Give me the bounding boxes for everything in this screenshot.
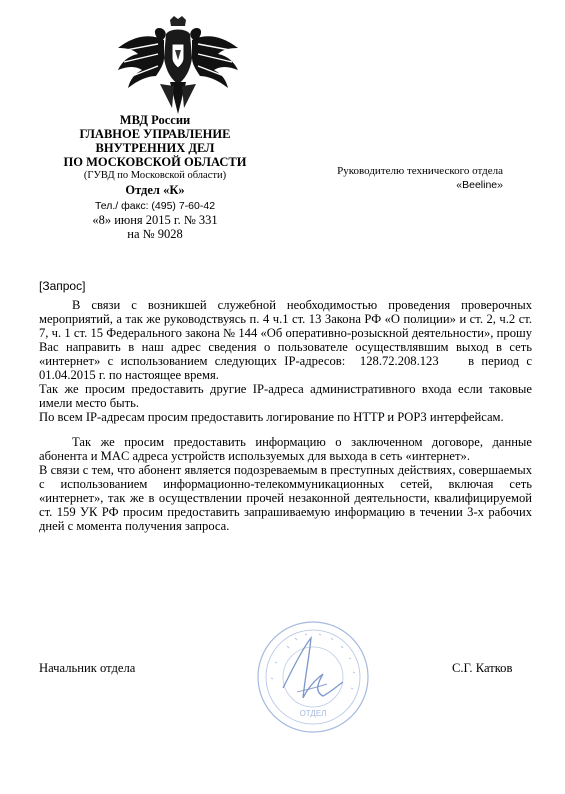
paragraph-legal-basis-text: В связи с возникшей служебной необходимостью проведения проверочных мероприятий, а так же руководствуясь п. 4 ч.1 ст. 13 Закона РФ «О полиции» и ст. 2, ч.2 ст. 7, ч. 1 ст. 15 Федерального закона № 144 «Об оперативно-розыскной деятельности», прошу Вас направить в наш адрес сведения о пользователе осуществлявшим выход в сеть «интернет» с использованием следующих IP-адресов: bbox=[39, 298, 532, 368]
addressee-title: Руководителю технического отдела bbox=[337, 165, 503, 177]
reference-number: на № 9028 bbox=[127, 227, 183, 241]
stamp-text: ОТДЕЛ bbox=[299, 709, 327, 718]
letter-body bbox=[39, 279, 532, 533]
division-name: Отдел «К» bbox=[125, 183, 185, 197]
paragraph-deadline: В связи с тем, что абонент является подозреваемым в преступных действиях, совершаемых с использованием информационно-телекоммуникационных сетей, включая сеть «интернет», так же в осуществлении прочей незаконной деятельности, квалифицируемой ст. 159 УК РФ просим предоставить запрашиваемую информацию в течении 3-х рабочих дней с момента получения запроса. bbox=[39, 463, 532, 533]
paragraph-legal-basis bbox=[39, 298, 532, 382]
paragraph-admin-ips: Так же просим предоставить другие IP-адреса административного входа если таковые имели место быть. bbox=[39, 382, 532, 410]
request-tag: [Запрос] bbox=[39, 279, 86, 293]
paragraph-logging: По всем IP-адресам просим предоставить логирование по HTTP и POP3 интерфейсам. bbox=[39, 410, 504, 424]
official-stamp bbox=[253, 618, 373, 736]
department-line-3: ПО МОСКОВСКОЙ ОБЛАСТИ bbox=[63, 155, 247, 169]
ministry-name: МВД России bbox=[119, 113, 191, 127]
time-period: в период с 01.04.2015 г. по настоящее время. bbox=[39, 354, 533, 382]
signatory-title: Начальник отдела bbox=[39, 661, 136, 675]
addressee-company: «Beeline» bbox=[456, 179, 503, 191]
addressee-block bbox=[337, 164, 503, 192]
department-line-1: ГЛАВНОЕ УПРАВЛЕНИЕ bbox=[79, 127, 231, 141]
department-abbreviation: (ГУВД по Московской области) bbox=[83, 170, 227, 181]
document-date-number: «8» июня 2015 г. № 331 bbox=[92, 213, 218, 227]
phone-fax: Тел./ факс: (495) 7-60-42 bbox=[94, 200, 216, 212]
paragraph-contract-info: Так же просим предоставить информацию о заключенном договоре, данные абонента и MAC адреса устройств используемых для выхода в сеть «интернет». bbox=[39, 435, 532, 463]
signatory-name: С.Г. Катков bbox=[452, 661, 513, 675]
ip-address: 128.72.208.123 bbox=[359, 354, 439, 368]
double-headed-eagle-emblem bbox=[112, 14, 244, 116]
department-line-2: ВНУТРЕННИХ ДЕЛ bbox=[95, 141, 215, 155]
